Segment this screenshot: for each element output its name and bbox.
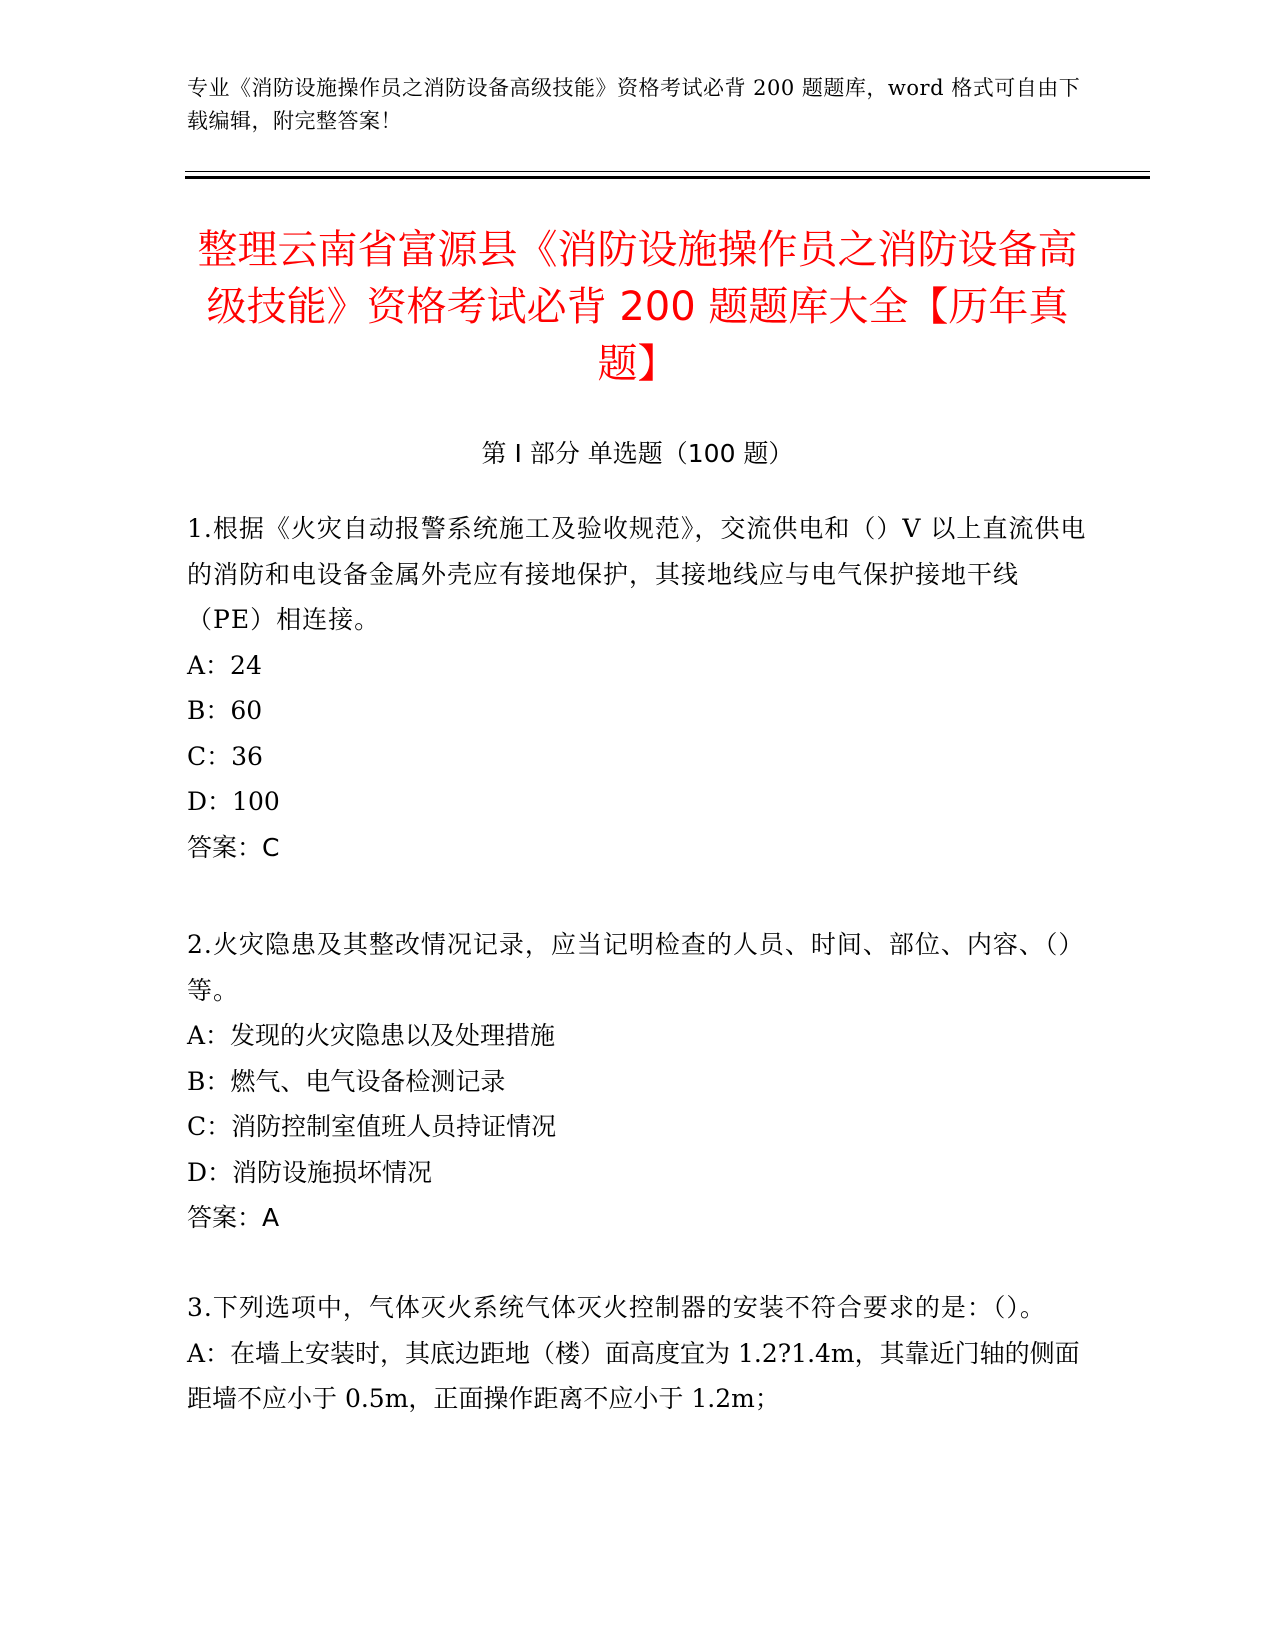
question-3 [187, 1285, 1087, 1422]
option-b: B：60 [187, 696, 263, 725]
header-divider-thin [185, 171, 1150, 172]
option-a: A：发现的火灾隐患以及处理措施 [187, 1021, 556, 1050]
option-a: A：在墙上安装时，其底边距地（楼）面高度宜为 1.2?1.4m，其靠近门轴的侧面距墙不应小于 0.5m，正面操作距离不应小于 1.2m； [187, 1338, 1080, 1413]
option-a: A：24 [187, 650, 262, 680]
option-c: C：消防控制室值班人员持证情况 [187, 1112, 557, 1141]
question-stem: 1.根据《火灾自动报警系统施工及验收规范》，交流供电和（）V 以上直流供电的消防和电设备金属外壳应有接地保护，其接地线应与电气保护接地干线（PE）相连接。 [187, 514, 1087, 634]
answer-label: 答案：C [187, 832, 280, 862]
header-divider-thick [185, 176, 1150, 179]
question-2 [187, 922, 1087, 1241]
question-1 [187, 506, 1087, 870]
option-b: B：燃气、电气设备检测记录 [187, 1066, 506, 1096]
answer-label: 答案：A [187, 1203, 280, 1232]
option-d: D：消防设施损坏情况 [187, 1157, 433, 1187]
option-c: C：36 [187, 741, 263, 771]
question-stem: 2.火灾隐患及其整改情况记录，应当记明检查的人员、时间、部位、内容、（）等。 [187, 930, 1085, 1005]
section-heading: 第 I 部分 单选题（100 题） [481, 439, 794, 468]
question-stem: 3.下列选项中，气体灭火系统气体灭火控制器的安装不符合要求的是：（）。 [187, 1293, 1046, 1322]
option-d: D：100 [187, 787, 280, 816]
document-title: 整理云南省富源县《消防设施操作员之消防设备高级技能》资格考试必背 200 题题库大全【历年真题】 [197, 227, 1078, 387]
header-note: 专业《消防设施操作员之消防设备高级技能》资格考试必背 200 题题库，word 格式可自由下载编辑，附完整答案！ [187, 76, 1081, 133]
